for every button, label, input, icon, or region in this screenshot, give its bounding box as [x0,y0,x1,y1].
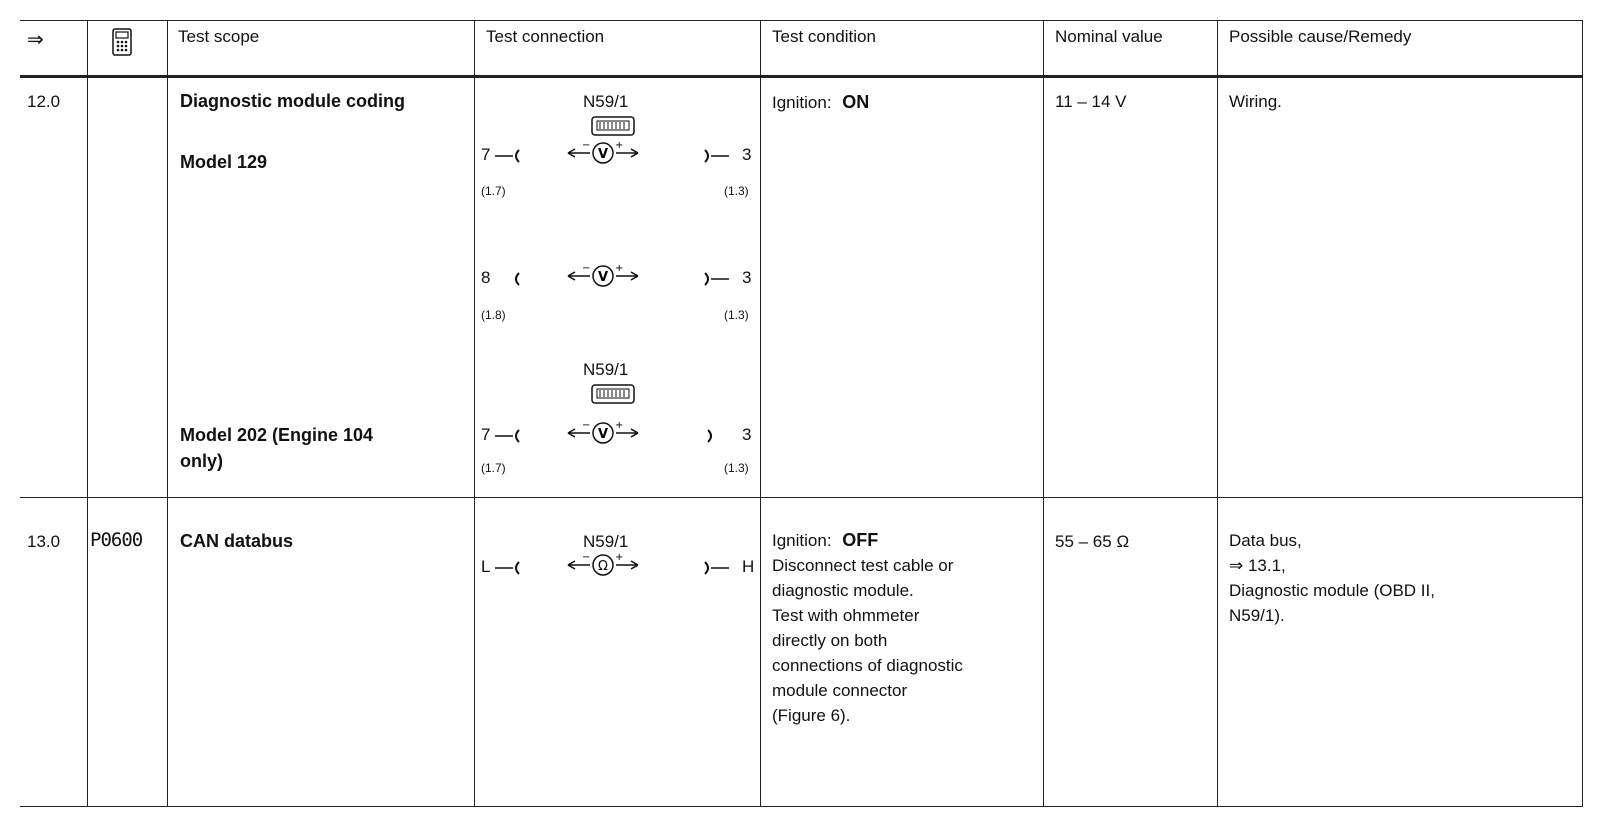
col-divider-6 [1217,20,1218,807]
pin-right: H [742,557,755,576]
diagnostic-tester-icon [112,28,132,56]
condition-value: OFF [842,530,879,550]
col-divider-3 [474,20,475,807]
ohmmeter-icon [566,550,640,580]
lead-left-icon [493,428,523,444]
header-nominal-value: Nominal value [1055,27,1163,46]
svg-text:−: − [582,420,591,431]
scope-model-202: Model 202 (Engine 104 [180,425,374,445]
header-test-scope: Test scope [178,27,260,46]
lead-left-icon [503,271,523,287]
voltmeter-icon [566,261,640,291]
condition-label: Ignition: [772,93,832,112]
remedy-block [1229,528,1569,628]
pin-left-sub: (1.7) [481,461,506,475]
svg-text:V: V [597,147,609,162]
pin-right-sub: (1.3) [724,461,749,475]
remedy-line: ⇒ 13.1, [1229,556,1286,575]
connector-icon [590,383,636,407]
remedy-line: N59/1). [1229,606,1285,625]
row-divider [20,497,1583,498]
condition-text [772,92,869,113]
svg-text:−: − [582,552,591,563]
lead-right-icon [701,271,731,287]
lead-right-icon [701,148,731,164]
pin-left: 7 [481,145,491,164]
scope-model-202-cont: only) [180,451,223,471]
svg-text:V: V [597,270,609,285]
header-bottom-border [20,75,1583,78]
col-divider-5 [1043,20,1044,807]
svg-text:−: − [582,140,591,151]
module-label: N59/1 [583,360,629,379]
scope-title: CAN databus [180,531,294,551]
pin-right: 3 [742,268,752,287]
nominal-value: 11 – 14 V [1055,92,1127,111]
condition-line [772,528,1042,553]
step-number: 13.0 [27,532,61,551]
scope-title: Diagnostic module coding [180,91,406,111]
pin-right: 3 [742,145,752,164]
pin-left-sub: (1.7) [481,184,506,198]
module-label: N59/1 [583,532,629,551]
header-arrow: ⇒ [27,29,44,51]
connector-icon [590,115,636,139]
table-bottom-border [20,806,1583,807]
condition-line: (Figure 6). [772,706,851,725]
remedy-line: Diagnostic module (OBD II, [1229,581,1435,600]
table-right-border [1582,20,1583,807]
condition-line: module connector [772,681,908,700]
svg-text:+: + [615,263,624,274]
condition-value: ON [842,92,870,112]
condition-label: Ignition: [772,531,832,550]
condition-line: connections of diagnostic [772,656,963,675]
voltmeter-icon [566,138,640,168]
pin-left-sub: (1.8) [481,308,506,322]
lead-right-icon [704,428,724,444]
voltmeter-icon [566,418,640,448]
svg-text:+: + [615,552,624,563]
pin-left: L [481,557,491,576]
svg-text:−: − [582,263,591,274]
remedy-line: Data bus, [1229,531,1302,550]
pin-right-sub: (1.3) [724,308,749,322]
lead-right-icon [701,560,731,576]
svg-text:+: + [615,420,624,431]
scope-model-129: Model 129 [180,152,268,172]
module-label: N59/1 [583,92,629,111]
table-top-border [20,20,1583,21]
header-test-connection: Test connection [486,27,605,46]
header-possible-cause: Possible cause/Remedy [1229,27,1412,46]
svg-text:V: V [597,427,609,442]
svg-text:Ω: Ω [598,559,608,574]
col-divider-2 [167,20,168,807]
svg-text:+: + [615,140,624,151]
lead-left-icon [493,148,523,164]
condition-line: Test with ohmmeter [772,606,920,625]
condition-line: Disconnect test cable or [772,556,954,575]
header-test-condition: Test condition [772,27,876,46]
step-number: 12.0 [27,92,61,111]
pin-right-sub: (1.3) [724,184,749,198]
lead-left-icon [493,560,523,576]
nominal-value: 55 – 65 Ω [1055,532,1130,551]
condition-line: diagnostic module. [772,581,914,600]
fault-code: P0600 [90,529,143,551]
col-divider-4 [760,20,761,807]
pin-left: 8 [481,268,491,287]
col-divider-1 [87,20,88,807]
condition-line: directly on both [772,631,888,650]
pin-right: 3 [742,425,752,444]
remedy-text: Wiring. [1229,92,1282,111]
pin-left: 7 [481,425,491,444]
condition-block [772,528,1042,728]
